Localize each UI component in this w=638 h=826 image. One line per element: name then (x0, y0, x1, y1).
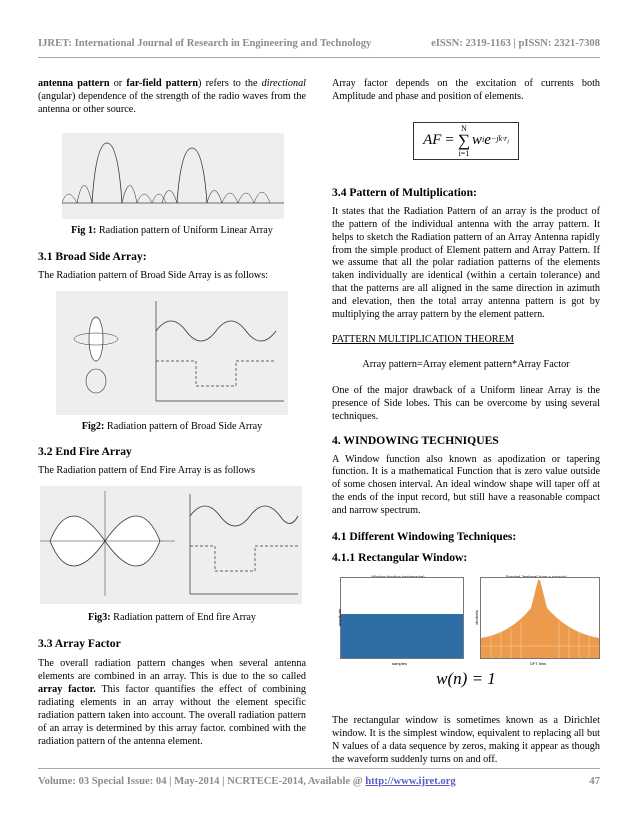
s33-text-1: The overall radiation pattern changes when several antenna elements are combined in an array. This is due to the so called (38, 658, 306, 683)
section-3-1-heading: 3.1 Broad Side Array: (38, 249, 147, 263)
window-equation: w(n) = 1 (436, 669, 496, 689)
intro-paragraph (38, 78, 306, 117)
fig1-image (62, 133, 284, 219)
fig3-caption (38, 612, 306, 625)
plot-window-function (332, 571, 464, 667)
page-header (38, 38, 600, 49)
fig2-image (56, 291, 288, 415)
section-3-2-heading: 3.2 End Fire Array (38, 445, 132, 459)
rect-window-fill (341, 614, 463, 658)
rectangular-window-text: The rectangular window is sometimes known as a Dirichlet window. It is the simplest window, equivalent to replacing all but N values of a data sequence by zeros, making it appear as though the waveform suddenly turns on and off. (332, 715, 600, 765)
fig2-text: Radiation pattern of Broad Side Array (104, 420, 263, 432)
section-3-3-text (38, 658, 306, 748)
rect-window-figure (332, 571, 600, 667)
array-factor-text: Array factor depends on the excitation of currents both Amplitude and phase and position of elements. (332, 78, 600, 102)
page-number: 47 (589, 776, 600, 787)
footer-volume-text: Volume: 03 Special Issue: 04 | May-2014 | NCRTECE-2014, Available @ (38, 776, 366, 787)
formula-exp-base: e (484, 132, 491, 149)
section-3-2-text: The Radiation pattern of End Fire Array is as follows (38, 465, 256, 477)
intro-text-3: (angular) dependence of the strength of the radio waves from the antenna or other source. (38, 90, 306, 115)
journal-issn: eISSN: 2319-1163 | pISSN: 2321-7308 (431, 38, 600, 49)
formula-eq: = (445, 132, 454, 149)
exp-sub: i (507, 139, 509, 146)
fig1-caption (38, 225, 306, 238)
section-4-text: A Window function also known as apodization or tapering function. It is a mathematical Function that is zero value outside of some chosen interval. An ideal window shape will taper off at the ends of the input record, but still have a reasonable compact and narrow spectrum. (332, 453, 600, 517)
fig3-image (40, 486, 302, 604)
intro-text-1: or (109, 78, 127, 89)
header-rule (38, 57, 600, 58)
section-3-4-text: It states that the Radiation Pattern of an array is the product of the pattern of the individual antenna with the array pattern. It helps to sketch the Radiation pattern of an Array Antenna rapidly from the simple product of Element pattern and Array Pattern. If we assume that all the polar radiation patterns of the elements taken individually are identical (within a certain tolerance) and that the patterns are all aligned in the same direction in azimuth and elevation, then the total array antenna pattern is got by multiplying the array pattern by the element pattern. (332, 205, 600, 321)
term-array-factor: array factor. (38, 684, 96, 696)
sum-top: N (461, 123, 467, 133)
right-column (332, 78, 600, 767)
plot-right-axes (480, 577, 600, 659)
fig2-label: Fig2: (81, 420, 105, 432)
fig1-label: Fig 1: (71, 224, 97, 236)
theorem-equation: Array pattern=Array element pattern*Array Factor (362, 358, 570, 370)
section-3-1-text: The Radiation pattern of Broad Side Array is as follows: (38, 269, 269, 281)
plot-left-axes (340, 577, 464, 659)
plot-left-xlabel: samples (392, 661, 407, 667)
section-3-4-heading: 3.4 Pattern of Multiplication: (332, 185, 477, 199)
theorem-title: PATTERN MULTIPLICATION THEOREM (332, 333, 514, 345)
formula-sub: i (482, 135, 485, 145)
formula-term: w (472, 132, 483, 149)
plot-left-ylabel: amplitude (337, 608, 343, 627)
fig1-text: Radiation pattern of Uniform Linear Array (96, 224, 273, 236)
footer-volume (38, 776, 456, 787)
s33-text-2: This factor quantifies the effect of combining radiating elements in an array without the element specific radiation pattern taken into account. The overall radiation pattern of an array is determined by this array factor. combined with the radiation pattern of the antenna element. (38, 684, 307, 747)
sum-bottom: i=1 (458, 148, 470, 158)
page-footer (38, 776, 600, 787)
formula-sum: N ∑ i=1 (457, 123, 471, 158)
plot-right-xlabel: DFT bins (530, 661, 547, 667)
formula-exponent (491, 133, 509, 150)
left-column (38, 78, 306, 749)
term-directional: directional (261, 78, 306, 89)
footer-link[interactable]: http://www.ijret.org (365, 776, 456, 787)
journal-title: IJRET: International Journal of Research in Engineering and Technology (38, 38, 372, 49)
footer-rule (38, 768, 600, 769)
exp-text: −jk·r (490, 133, 508, 143)
formula-lhs: AF (423, 132, 442, 149)
section-4-1-heading: 4.1 Different Windowing Techniques: (332, 530, 517, 544)
drawback-text: One of the major drawback of a Uniform linear Array is the presence of Side lobes. This can be overcome by using several techniques. (332, 384, 600, 422)
section-4-1-1-heading: 4.1.1 Rectangular Window: (332, 551, 468, 565)
term-far-field-pattern: far-field pattern (126, 78, 199, 89)
section-3-3-heading: 3.3 Array Factor (38, 637, 121, 651)
term-antenna-pattern: antenna pattern (38, 78, 110, 89)
array-factor-formula (413, 122, 519, 160)
intro-text-2: ) refers to the (198, 78, 262, 89)
section-4-heading: 4. WINDOWING TECHNIQUES (332, 433, 499, 447)
fig2-caption (38, 421, 306, 434)
plot-right-ylabel: decibels (473, 610, 479, 625)
formula-wrap (332, 122, 600, 160)
plot-spectral-leakage (472, 571, 600, 667)
fig3-text: Radiation pattern of End fire Array (110, 612, 257, 624)
fig3-label: Fig3: (87, 612, 111, 624)
